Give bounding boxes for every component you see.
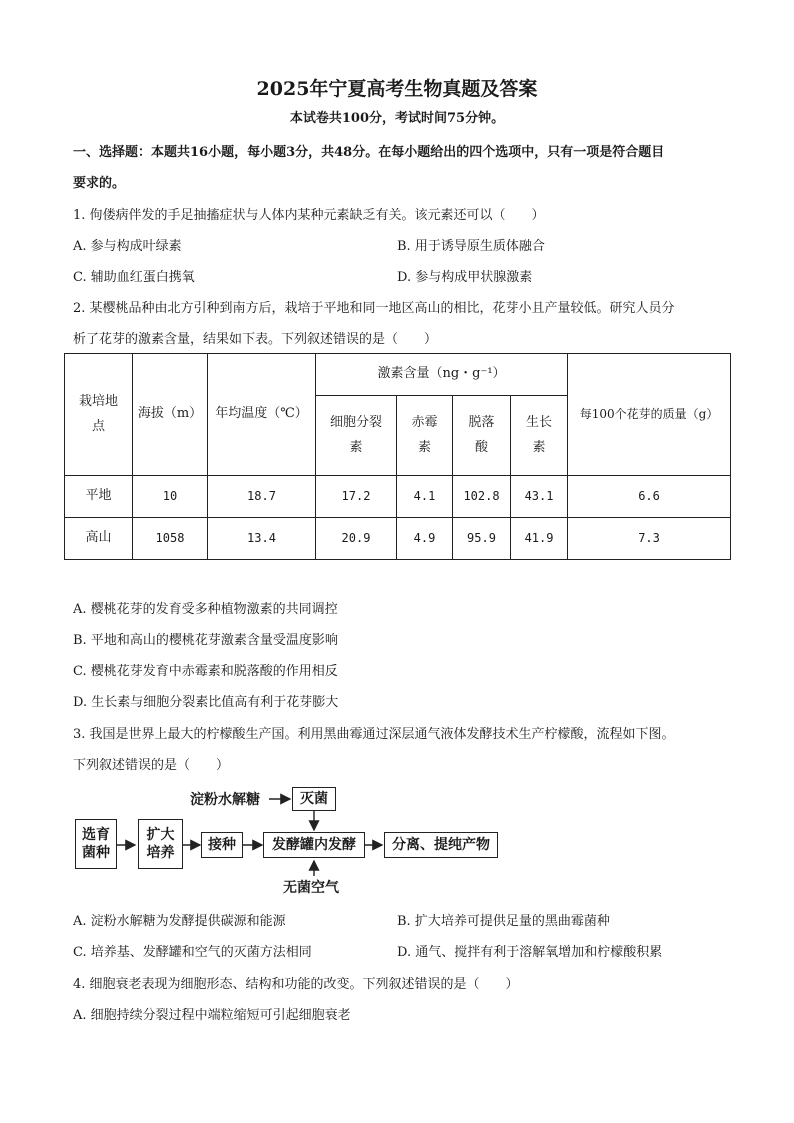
box-fermentation: 发酵罐内发酵: [263, 832, 365, 858]
cell-abscisic-acid: 95.9: [453, 518, 511, 560]
q4-option-a: A. 细胞持续分裂过程中端粒缩短可引起细胞衰老: [73, 1008, 351, 1023]
q2-option-c: C. 樱桃花芽发育中赤霉素和脱落酸的作用相反: [73, 664, 338, 679]
box-select-strain: 选育 菌种: [75, 819, 117, 869]
header-temperature: 年均温度（℃）: [208, 354, 316, 476]
header-auxin: 生长 素: [511, 396, 568, 476]
q2-option-a: A. 樱桃花芽的发育受多种植物激素的共同调控: [73, 602, 338, 617]
document-title: 2025年宁夏高考生物真题及答案: [256, 78, 538, 100]
cell-site: 高山: [65, 518, 133, 560]
question-2-stem-line2: 析了花芽的激素含量，结果如下表。下列叙述错误的是（ ）: [73, 332, 438, 347]
q1-option-d: D. 参与构成甲状腺激素: [397, 270, 533, 285]
header-cytokinin: 细胞分裂 素: [316, 396, 397, 476]
q1-option-c: C. 辅助血红蛋白携氧: [73, 270, 195, 285]
q2-option-d: D. 生长素与细胞分裂素比值高有利于花芽膨大: [73, 695, 339, 710]
cell-gibberellin: 4.1: [397, 476, 453, 518]
box-sterilization: 灭菌: [292, 787, 336, 811]
q3-option-c: C. 培养基、发酵罐和空气的灭菌方法相同: [73, 945, 312, 960]
box-separation: 分离、提纯产物: [384, 832, 498, 858]
cell-bud-mass: 6.6: [568, 476, 731, 518]
header-abscisic-acid: 脱落 酸: [453, 396, 511, 476]
cell-altitude: 1058: [133, 518, 208, 560]
cell-temperature: 13.4: [208, 518, 316, 560]
q1-option-b: B. 用于诱导原生质体融合: [397, 239, 545, 254]
cell-gibberellin: 4.9: [397, 518, 453, 560]
cell-altitude: 10: [133, 476, 208, 518]
cell-temperature: 18.7: [208, 476, 316, 518]
cell-auxin: 43.1: [511, 476, 568, 518]
q2-option-b: B. 平地和高山的樱桃花芽激素含量受温度影响: [73, 633, 338, 648]
cell-auxin: 41.9: [511, 518, 568, 560]
cell-abscisic-acid: 102.8: [453, 476, 511, 518]
header-site: 栽培地 点: [65, 354, 133, 476]
header-gibberellin: 赤霉 素: [397, 396, 453, 476]
section-heading-line1: 一、选择题：本题共16小题，每小题3分，共48分。在每小题给出的四个选项中，只有一项是符合题目: [73, 145, 665, 160]
question-3-stem-line1: 3. 我国是世界上最大的柠檬酸生产国。利用黑曲霉通过深层通气液体发酵技术生产柠檬酸，流程如下图。: [73, 727, 675, 742]
section-heading-line2: 要求的。: [73, 176, 126, 191]
q3-option-a: A. 淀粉水解糖为发酵提供碳源和能源: [73, 914, 286, 929]
q3-option-b: B. 扩大培养可提供足量的黑曲霉菌种: [397, 914, 610, 929]
box-expand-culture: 扩大 培养: [138, 819, 183, 869]
header-bud-mass: 每100个花芽的质量（g）: [568, 354, 731, 476]
cell-cytokinin: 20.9: [316, 518, 397, 560]
question-4-stem: 4. 细胞衰老表现为细胞形态、结构和功能的改变。下列叙述错误的是（ ）: [73, 977, 519, 992]
q3-option-d: D. 通气、搅拌有利于溶解氧增加和柠檬酸积累: [397, 945, 663, 960]
question-3-stem-line2: 下列叙述错误的是（ ）: [73, 758, 230, 773]
cell-bud-mass: 7.3: [568, 518, 731, 560]
question-1-stem: 1. 佝偻病伴发的手足抽搐症状与人体内某种元素缺乏有关。该元素还可以（ ）: [73, 208, 545, 223]
label-sterile-air: 无菌空气: [283, 880, 339, 896]
exam-info: 本试卷共100分，考试时间75分钟。: [289, 111, 505, 126]
box-inoculation: 接种: [201, 832, 243, 858]
header-hormone-content: 激素含量（ng・g⁻¹）: [316, 354, 568, 396]
label-starch-hydrolysate: 淀粉水解糖: [190, 792, 260, 808]
q1-option-a: A. 参与构成叶绿素: [73, 239, 182, 254]
cell-site: 平地: [65, 476, 133, 518]
header-altitude: 海拔（m）: [133, 354, 208, 476]
question-2-stem-line1: 2. 某樱桃品种由北方引种到南方后，栽培于平地和同一地区高山的相比，花芽小且产量较低。研究人员分: [73, 301, 675, 316]
cell-cytokinin: 17.2: [316, 476, 397, 518]
